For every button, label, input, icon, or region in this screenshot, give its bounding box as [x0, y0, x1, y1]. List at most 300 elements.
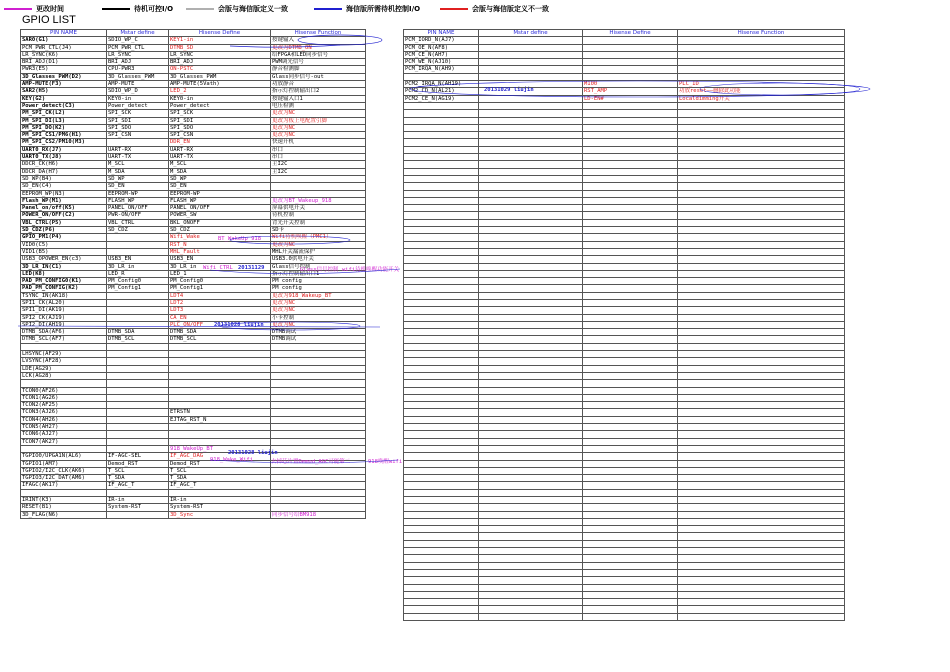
hisense-function-cell: [678, 146, 845, 153]
hisense-function-cell: [271, 489, 366, 496]
hisense-define-cell: [583, 489, 678, 496]
hisense-define-cell: [583, 606, 678, 613]
legend-item: [314, 4, 420, 14]
mstar-define-cell: PWR-ON/OFF: [107, 212, 169, 219]
pin-name-cell: SD_EN(C4): [21, 183, 107, 190]
mstar-define-cell: [479, 197, 583, 204]
mstar-define-cell: [479, 139, 583, 146]
hisense-function-cell: 小卡控制: [271, 314, 366, 321]
mstar-define-cell: SDIO_WP_D: [107, 88, 169, 95]
pin-name-cell: SAR2(H5): [21, 88, 107, 95]
pin-name-cell: Power_detect(C3): [21, 102, 107, 109]
mstar-define-cell: [479, 424, 583, 431]
hisense-function-cell: [678, 482, 845, 489]
mstar-define-cell: [479, 161, 583, 168]
hisense-define-cell: [583, 504, 678, 511]
mstar-define-cell: [479, 438, 583, 445]
mstar-define-cell: [479, 51, 583, 58]
hisense-define-cell: ON-PSTC: [169, 66, 271, 73]
mstar-define-cell: [479, 59, 583, 66]
mstar-define-cell: [107, 409, 169, 416]
hisense-function-cell: [678, 518, 845, 525]
hisense-function-cell: [678, 37, 845, 44]
header-hisense-define: Hisense Define: [169, 30, 271, 37]
hisense-define-cell: IR-in: [169, 497, 271, 504]
hisense-function-cell: [271, 416, 366, 423]
hisense-define-cell: [583, 445, 678, 452]
table-row: [21, 438, 366, 445]
hisense-function-cell: [678, 606, 845, 613]
legend-label: 会版与海信版定义一致: [218, 5, 288, 13]
mstar-define-cell: DTMB_SCL: [107, 336, 169, 343]
table-row: [21, 285, 366, 292]
annotation-date-20131028-a: 20131028 liujin: [214, 322, 264, 328]
pin-name-cell: [404, 518, 479, 525]
hisense-function-cell: [271, 183, 366, 190]
mstar-define-cell: Power_detect: [107, 102, 169, 109]
mstar-define-cell: [479, 117, 583, 124]
hisense-define-cell: [583, 161, 678, 168]
hisense-define-cell: [583, 263, 678, 270]
annotation-date-20131028-b: 20131028 liujin: [228, 450, 278, 456]
hisense-function-cell: [678, 387, 845, 394]
pin-name-cell: USB3_OPOWER_EN(c3): [21, 256, 107, 263]
table-row: [21, 183, 366, 190]
hisense-define-cell: RST_N: [169, 241, 271, 248]
table-row: [404, 190, 845, 197]
hisense-function-cell: 更改为NC: [271, 299, 366, 306]
table-row: [21, 168, 366, 175]
mstar-define-cell: BRI_ADJ: [107, 59, 169, 66]
mstar-define-cell: [479, 569, 583, 576]
pin-name-cell: 3D_FLAG(N6): [21, 511, 107, 518]
mstar-define-cell: [479, 351, 583, 358]
hisense-define-cell: [583, 66, 678, 73]
pin-name-cell: TSYNC_IN(AK18): [21, 292, 107, 299]
hisense-define-cell: POWER_SW: [169, 212, 271, 219]
hisense-function-cell: [271, 175, 366, 182]
pin-name-cell: VID1(B5): [21, 248, 107, 255]
legend-label: 会版与海信版定义不一致: [472, 5, 549, 13]
mstar-define-cell: [479, 263, 583, 270]
table-row: [21, 365, 366, 372]
table-row: [404, 81, 845, 88]
hisense-function-cell: USB3.0供电开关: [271, 256, 366, 263]
legend-swatch: [4, 8, 32, 10]
table-row: [21, 241, 366, 248]
pin-name-cell: [404, 270, 479, 277]
mstar-define-cell: [107, 511, 169, 518]
hisense-function-cell: 更改为NC: [271, 132, 366, 139]
table-row: [404, 307, 845, 314]
mstar-define-cell: [479, 343, 583, 350]
table-row: [21, 102, 366, 109]
pin-name-cell: RESET(B1): [21, 504, 107, 511]
table-row: [404, 263, 845, 270]
hisense-function-cell: [678, 409, 845, 416]
table-row: [21, 175, 366, 182]
table-row: [404, 219, 845, 226]
hisense-define-cell: M_SCL: [169, 161, 271, 168]
hisense-function-cell: 主I2C: [271, 161, 366, 168]
hisense-function-cell: [678, 511, 845, 518]
legend-item: [4, 4, 64, 14]
table-row: [404, 569, 845, 576]
hisense-function-cell: [678, 66, 845, 73]
mstar-define-cell: [107, 402, 169, 409]
table-row: [21, 292, 366, 299]
table-row: [404, 548, 845, 555]
table-row: [404, 453, 845, 460]
table-row: [404, 37, 845, 44]
table-row: [404, 533, 845, 540]
pin-name-cell: [404, 139, 479, 146]
hisense-function-cell: [678, 497, 845, 504]
hisense-define-cell: M100: [583, 81, 678, 88]
hisense-define-cell: T_SDA: [169, 475, 271, 482]
hisense-function-cell: 功放静音: [271, 81, 366, 88]
hisense-define-cell: RST_AMP: [583, 88, 678, 95]
hisense-define-cell: SD_CDZ: [169, 227, 271, 234]
pin-name-cell: [404, 613, 479, 620]
table-row: [21, 117, 366, 124]
table-row: [404, 132, 845, 139]
table-row: [404, 562, 845, 569]
table-row: [21, 81, 366, 88]
legend-item: [102, 4, 173, 14]
table-row: [21, 351, 366, 358]
pin-name-cell: VBL_CTRL(P5): [21, 219, 107, 226]
table-row: [404, 599, 845, 606]
hisense-function-cell: [678, 175, 845, 182]
pin-name-cell: [404, 533, 479, 540]
hisense-function-cell: [678, 504, 845, 511]
left-gpio-table: [20, 29, 366, 519]
mstar-define-cell: [479, 453, 583, 460]
hisense-function-cell: [678, 314, 845, 321]
mstar-define-cell: IR-in: [107, 497, 169, 504]
pin-name-cell: [404, 606, 479, 613]
table-row: [404, 59, 845, 66]
mstar-define-cell: IF_AGC_T: [107, 482, 169, 489]
pin-name-cell: [404, 548, 479, 555]
table-row: [21, 307, 366, 314]
hisense-function-cell: 背光开关控制: [271, 219, 366, 226]
mstar-define-cell: [479, 511, 583, 518]
mstar-define-cell: [479, 577, 583, 584]
hisense-function-cell: [678, 533, 845, 540]
pin-name-cell: LHSYNC(AF29): [21, 351, 107, 358]
mstar-define-cell: [479, 321, 583, 328]
mstar-define-cell: [479, 562, 583, 569]
table-row: [404, 234, 845, 241]
hisense-function-cell: [678, 270, 845, 277]
hisense-function-cell: [678, 197, 845, 204]
table-row: [21, 190, 366, 197]
hisense-function-cell: [271, 372, 366, 379]
hisense-define-cell: [583, 241, 678, 248]
hisense-function-cell: [678, 372, 845, 379]
hisense-function-cell: [271, 445, 366, 452]
mstar-define-cell: [479, 358, 583, 365]
mstar-define-cell: [479, 591, 583, 598]
mstar-define-cell: PANEL_ON/OFF: [107, 205, 169, 212]
hisense-define-cell: [583, 365, 678, 372]
table-row: [404, 285, 845, 292]
hisense-function-cell: 待机控制: [271, 212, 366, 219]
table-row: [404, 146, 845, 153]
table-row: [21, 416, 366, 423]
table-row: [404, 504, 845, 511]
pin-name-cell: [404, 380, 479, 387]
table-row: [404, 124, 845, 131]
pin-name-cell: [404, 205, 479, 212]
hisense-function-cell: 串口: [271, 154, 366, 161]
hisense-function-cell: [678, 117, 845, 124]
pin-name-cell: [404, 482, 479, 489]
table-row: [21, 343, 366, 350]
table-row: [404, 438, 845, 445]
table-row: [21, 372, 366, 379]
hisense-function-cell: [678, 161, 845, 168]
hisense-function-cell: [678, 380, 845, 387]
hisense-function-cell: 同步信号给BM918: [271, 511, 366, 518]
pin-name-cell: [404, 475, 479, 482]
hisense-function-cell: 指示灯控制输出口1: [271, 270, 366, 277]
mstar-define-cell: [107, 351, 169, 358]
table-row: [21, 482, 366, 489]
mstar-define-cell: [479, 365, 583, 372]
mstar-define-cell: PM_Config0: [107, 278, 169, 285]
pin-name-cell: TGPIO3/I2C_DAT(AM6): [21, 475, 107, 482]
table-row: [21, 489, 366, 496]
pin-name-cell: TCON2(AF25): [21, 402, 107, 409]
table-row: [21, 88, 366, 95]
mstar-define-cell: [479, 540, 583, 547]
hisense-define-cell: PM_Config0: [169, 278, 271, 285]
pin-name-cell: [404, 387, 479, 394]
table-row: [404, 321, 845, 328]
mstar-define-cell: [479, 606, 583, 613]
mstar-define-cell: LR_SYNC: [107, 51, 169, 58]
table-row: [404, 88, 845, 95]
hisense-define-cell: [583, 124, 678, 131]
hisense-function-cell: [678, 248, 845, 255]
mstar-define-cell: [479, 270, 583, 277]
mstar-define-cell: [479, 467, 583, 474]
hisense-define-cell: [583, 518, 678, 525]
mstar-define-cell: AMP-MUTE: [107, 81, 169, 88]
pin-name-cell: [404, 394, 479, 401]
hisense-function-cell: [271, 424, 366, 431]
hisense-define-cell: UART-RX: [169, 146, 271, 153]
hisense-function-cell: PM config: [271, 278, 366, 285]
pin-name-cell: [404, 321, 479, 328]
mstar-define-cell: Demod_RST: [107, 460, 169, 467]
mstar-define-cell: IF-AGC-SEL: [107, 453, 169, 460]
pin-name-cell: [404, 146, 479, 153]
mstar-define-cell: [479, 445, 583, 452]
mstar-define-cell: [479, 482, 583, 489]
table-row: [404, 577, 845, 584]
hisense-define-cell: SD_EN: [169, 183, 271, 190]
legend-label: 更改时间: [36, 5, 64, 13]
mstar-define-cell: [107, 438, 169, 445]
pin-name-cell: [404, 562, 479, 569]
legend-swatch: [186, 8, 214, 10]
table-row: [404, 402, 845, 409]
hisense-define-cell: [583, 336, 678, 343]
mstar-define-cell: [479, 613, 583, 620]
header-pin-name: PIN NAME: [21, 30, 107, 37]
hisense-define-cell: SPI_SDI: [169, 117, 271, 124]
hisense-define-cell: [583, 44, 678, 51]
hisense-function-cell: [678, 234, 845, 241]
table-row: [21, 278, 366, 285]
table-row: [404, 497, 845, 504]
hisense-define-cell: [583, 205, 678, 212]
table-row: [404, 241, 845, 248]
pin-name-cell: TCON0(AF26): [21, 387, 107, 394]
hisense-define-cell: [583, 343, 678, 350]
pin-name-cell: EEPROM_WP(N3): [21, 190, 107, 197]
pin-name-cell: [404, 227, 479, 234]
mstar-define-cell: [479, 212, 583, 219]
hisense-define-cell: IF_AGC_DAG: [169, 453, 271, 460]
table-row: [404, 183, 845, 190]
annotation-glass-note: Glass信号控制 wifi待机唤醒功能开关: [300, 267, 400, 273]
hisense-function-cell: 屏幕供电开关: [271, 205, 366, 212]
pin-name-cell: [404, 329, 479, 336]
hisense-function-cell: 更改为NC: [271, 321, 366, 328]
table-row: [21, 44, 366, 51]
table-row: [404, 95, 845, 102]
hisense-function-cell: PLC_ID: [678, 81, 845, 88]
table-row: [404, 431, 845, 438]
mstar-define-cell: [479, 584, 583, 591]
hisense-define-cell: [583, 234, 678, 241]
table-row: [21, 139, 366, 146]
pin-name-cell: [21, 380, 107, 387]
hisense-function-cell: [678, 416, 845, 423]
hisense-function-cell: [271, 394, 366, 401]
hisense-define-cell: [583, 599, 678, 606]
table-row: [21, 424, 366, 431]
hisense-define-cell: [583, 51, 678, 58]
mstar-define-cell: [107, 416, 169, 423]
pin-name-cell: AMP-MUTE(F3): [21, 81, 107, 88]
hisense-define-cell: [583, 117, 678, 124]
mstar-define-cell: SD_CDZ: [107, 227, 169, 234]
hisense-define-cell: 3D_Glasses_PWM: [169, 73, 271, 80]
hisense-define-cell: KEY1-in: [169, 37, 271, 44]
hisense-function-cell: 功放reset——删除此功能: [678, 88, 845, 95]
hisense-function-cell: 更改为板上电配置引脚: [271, 117, 366, 124]
pin-name-cell: [21, 343, 107, 350]
mstar-define-cell: [479, 409, 583, 416]
hisense-define-cell: [583, 475, 678, 482]
legend-swatch: [314, 8, 342, 10]
hisense-define-cell: [583, 511, 678, 518]
mstar-define-cell: [107, 394, 169, 401]
hisense-define-cell: [583, 424, 678, 431]
pin-name-cell: [404, 504, 479, 511]
mstar-define-cell: [107, 372, 169, 379]
mstar-define-cell: [479, 307, 583, 314]
hisense-function-cell: [271, 438, 366, 445]
pin-name-cell: DDCR_CK(H6): [21, 161, 107, 168]
hisense-function-cell: 更改为NC: [271, 307, 366, 314]
hisense-function-cell: [678, 278, 845, 285]
mstar-define-cell: SD_WP: [107, 175, 169, 182]
hisense-define-cell: [583, 372, 678, 379]
hisense-function-cell: [678, 599, 845, 606]
pin-name-cell: UART0_RX(J7): [21, 146, 107, 153]
hisense-function-cell: [678, 358, 845, 365]
pin-name-cell: TCON4(AH26): [21, 416, 107, 423]
pin-name-cell: [404, 584, 479, 591]
hisense-function-cell: [678, 205, 845, 212]
header-mstar-define-right: Mstar define: [479, 30, 583, 37]
hisense-define-cell: [583, 438, 678, 445]
pin-name-cell: PCM_OE_N(AF8): [404, 44, 479, 51]
pin-name-cell: [21, 445, 107, 452]
pin-name-cell: PM_SPI_CS2/PM10(M3): [21, 139, 107, 146]
pin-name-cell: PCM_IRQA_N(AH9): [404, 66, 479, 73]
mstar-define-cell: [479, 256, 583, 263]
mstar-define-cell: [479, 190, 583, 197]
pin-name-cell: LVSYNC(AF28): [21, 358, 107, 365]
table-row: [404, 205, 845, 212]
hisense-function-cell: [678, 51, 845, 58]
table-row: [404, 606, 845, 613]
pin-name-cell: [404, 416, 479, 423]
hisense-define-cell: [583, 460, 678, 467]
hisense-define-cell: [583, 168, 678, 175]
hisense-function-cell: 更改为NC: [271, 110, 366, 117]
hisense-function-cell: [678, 336, 845, 343]
mstar-define-cell: [479, 526, 583, 533]
pin-name-cell: PCM_PWR_CTL(J4): [21, 44, 107, 51]
pin-name-cell: [404, 424, 479, 431]
hisense-define-cell: UART-TX: [169, 154, 271, 161]
hisense-define-cell: USB3_EN: [169, 256, 271, 263]
annotation-bt-wakeup: BT_WakeUp_918: [218, 236, 262, 242]
mstar-define-cell: [479, 555, 583, 562]
hisense-function-cell: [678, 540, 845, 547]
pin-name-cell: [404, 453, 479, 460]
pin-name-cell: [404, 467, 479, 474]
table-row: [404, 526, 845, 533]
hisense-function-cell: 更改为918_Wakeup_BT: [271, 292, 366, 299]
table-row: [404, 424, 845, 431]
hisense-function-cell: [678, 548, 845, 555]
mstar-define-cell: 3D_Glasses_PWM: [107, 73, 169, 80]
table-row: [404, 416, 845, 423]
mstar-define-cell: [107, 431, 169, 438]
table-row: [404, 168, 845, 175]
hisense-define-cell: 918_WakeUp_BT: [169, 445, 271, 452]
table-row: [21, 51, 366, 58]
table-row: [21, 314, 366, 321]
hisense-define-cell: SPI_SDO: [169, 124, 271, 131]
header-hisense-function: Hisense Function: [271, 30, 366, 37]
hisense-define-cell: MHL_Fault: [169, 248, 271, 255]
mstar-define-cell: [479, 394, 583, 401]
table-row: [404, 460, 845, 467]
mstar-define-cell: [479, 489, 583, 496]
mstar-define-cell: [479, 241, 583, 248]
